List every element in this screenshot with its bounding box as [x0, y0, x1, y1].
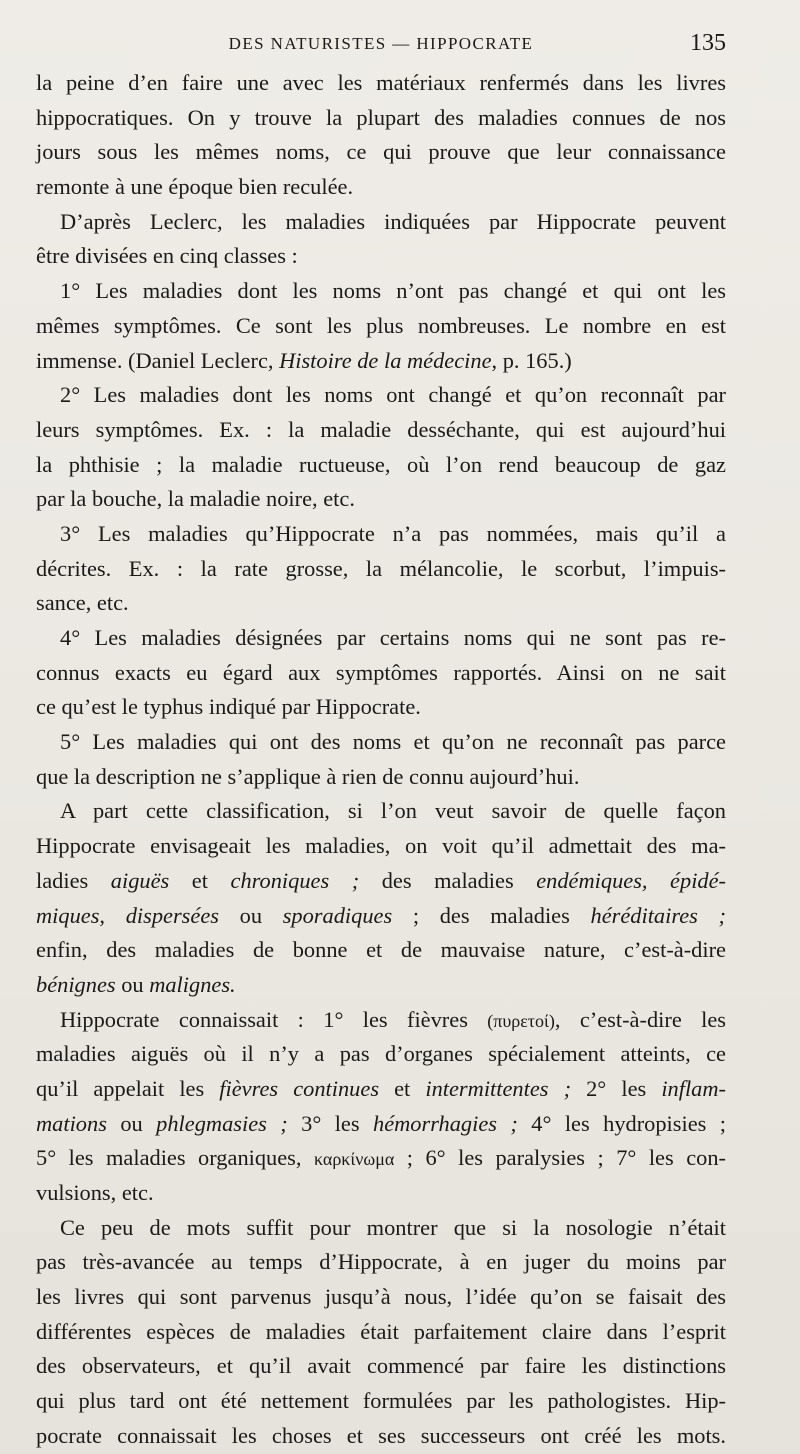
text-line: connus exacts eu égard aux symptômes rapportés. Ainsi on ne sait — [36, 659, 726, 685]
text-run: , c’est-à-dire les — [554, 1006, 726, 1032]
italic-term: mations — [36, 1110, 107, 1136]
text-run: ou — [115, 971, 150, 997]
text-run: et — [379, 1075, 426, 1101]
text-line: qui plus tard ont été nettement formulées par les pathologistes. Hip- — [36, 1388, 726, 1414]
text-run: 5° les maladies organiques, — [36, 1145, 314, 1171]
italic-term: bénignes — [36, 971, 116, 997]
page-number: 135 — [690, 30, 726, 56]
text-run: ; 6° les paralysies ; 7° les con- — [394, 1145, 726, 1171]
text-run: ; des maladies — [392, 902, 591, 928]
text-line: D’après Leclerc, les maladies indiquées par Hippocrate peuvent — [60, 208, 726, 234]
text-line: jours sous les mêmes noms, ce qui prouve que leur connaissance — [36, 139, 726, 165]
italic-term: hémorrhagies ; — [373, 1110, 518, 1136]
text-line — [36, 344, 726, 379]
text-line: sance, etc. — [36, 590, 129, 616]
page-header — [36, 30, 726, 62]
text-run: immense. (Daniel Leclerc, — [36, 347, 280, 373]
text-run: 2° les — [571, 1075, 662, 1101]
greek-term: καρκίνωμα — [313, 1149, 395, 1170]
text-line: la phthisie ; la maladie ructueuse, où l’on rend beaucoup de gaz — [36, 451, 726, 477]
text-line — [36, 864, 726, 899]
italic-term: endémiques, épidé- — [536, 867, 726, 893]
text-run: Hippocrate connaissait : 1° les fièvres — [60, 1006, 488, 1032]
text-line: vulsions, etc. — [36, 1180, 154, 1205]
greek-term: (πυρετοί) — [487, 1010, 555, 1031]
text-line: Hippocrate envisageait les maladies, on voit qu’il admettait des ma- — [36, 833, 726, 859]
text-line: 1° Les maladies dont les noms n’ont pas changé et qui ont les — [60, 278, 726, 304]
italic-term: miques, dispersées — [36, 902, 219, 928]
text-line: être divisées en cinq classes : — [36, 243, 298, 269]
text-run: 4° les hydropisies ; — [517, 1110, 726, 1136]
text-line — [36, 968, 726, 1003]
text-line — [36, 1072, 726, 1107]
text-line: leurs symptômes. Ex. : la maladie desséchante, qui est aujourd’hui — [36, 416, 726, 442]
italic-term: inflam- — [661, 1075, 726, 1101]
text-line: les livres qui sont parvenus jusqu’à nous, l’idée qu’on se faisait des — [36, 1284, 726, 1310]
text-line: des observateurs, et qu’il avait commencé par faire les distinctions — [36, 1353, 726, 1379]
text-line: maladies aiguës où il n’y a pas d’organes spécialement atteints, ce — [36, 1041, 726, 1067]
text-line: 5° Les maladies qui ont des noms et qu’on ne reconnaît pas parce — [60, 729, 726, 755]
text-line: 2° Les maladies dont les noms ont changé et qu’on reconnaît par — [60, 382, 726, 408]
italic-term: phlegmasies ; — [156, 1110, 288, 1136]
text-line — [36, 1141, 726, 1176]
text-line: pas très-avancée au temps d’Hippocrate, à en juger du moins par — [36, 1249, 726, 1275]
text-run: 3° les — [287, 1110, 373, 1136]
text-line: 4° Les maladies désignées par certains noms qui ne sont pas re- — [60, 625, 726, 650]
text-line: ce qu’est le typhus indiqué par Hippocrate. — [36, 694, 421, 720]
page-body — [36, 66, 726, 1454]
text-line: décrites. Ex. : la rate grosse, la mélancolie, le scorbut, l’impuis- — [36, 555, 726, 581]
text-line: que la description ne s’applique à rien de connu aujourd’hui. — [36, 763, 580, 789]
running-title: DES NATURISTES — HIPPOCRATE — [228, 34, 534, 53]
italic-term: chroniques ; — [230, 867, 360, 893]
text-run: qu’il appelait les — [36, 1075, 220, 1101]
text-line — [36, 1003, 726, 1038]
text-line: Ce peu de mots suffit pour montrer que si la nosologie n’était — [60, 1214, 726, 1240]
text-run: ou — [218, 902, 283, 928]
text-line: 3° Les maladies qu’Hippocrate n’a pas nommées, mais qu’il a — [60, 520, 726, 546]
text-line — [36, 1107, 726, 1142]
text-line: mêmes symptômes. Ce sont les plus nombreuses. Le nombre en est — [36, 312, 726, 338]
italic-term: fièvres continues — [219, 1075, 380, 1101]
text-line: différentes espèces de maladies était parfaitement claire dans l’esprit — [36, 1318, 726, 1344]
text-run: ou — [106, 1110, 157, 1136]
text-line: enfin, des maladies de bonne et de mauvaise nature, c’est-à-dire — [36, 937, 726, 963]
text-line: par la bouche, la maladie noire, etc. — [36, 486, 355, 512]
text-run: et — [169, 867, 231, 893]
italic-term: malignes. — [149, 971, 236, 997]
text-line: la peine d’en faire une avec les matériaux renfermés dans les livres — [36, 70, 726, 95]
text-line — [36, 899, 726, 934]
text-line: A part cette classification, si l’on veut savoir de quelle façon — [60, 798, 726, 824]
italic-term: sporadiques — [282, 902, 393, 928]
text-run: , p. 165.) — [491, 347, 572, 373]
book-title: Histoire de la médecine — [279, 347, 492, 373]
italic-term: aiguës — [110, 867, 170, 893]
italic-term: héréditaires ; — [590, 902, 726, 928]
text-line: pocrate connaissait les choses et ses successeurs ont créé les mots. — [36, 1422, 726, 1448]
text-line: hippocratiques. On y trouve la plupart des maladies connues de nos — [36, 104, 726, 130]
text-line: remonte à une époque bien reculée. — [36, 174, 354, 200]
text-run: des maladies — [359, 867, 537, 893]
text-run: ladies — [36, 867, 111, 893]
italic-term: intermittentes ; — [425, 1075, 572, 1101]
